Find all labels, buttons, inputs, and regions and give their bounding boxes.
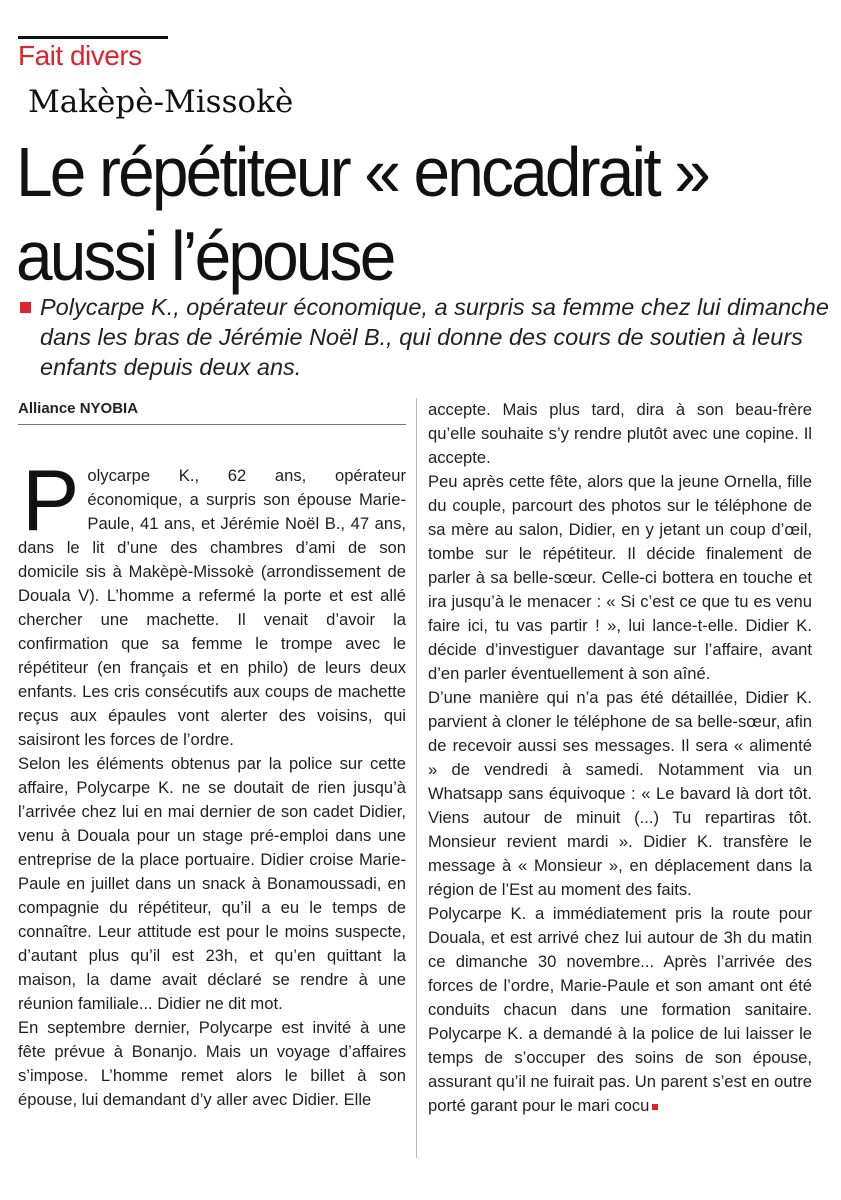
- column-divider: [416, 398, 417, 1158]
- article-paragraph: D’une manière qui n’a pas été détaillée, Didier K. parvient à cloner le téléphone de sa belle-sœur, afin de recevoir aussi ses messages. Il sera « alimenté » de vendredi à samedi. Notamment via un Whatsapp sans équivoque : « Le bavard là dort tôt. Viens autour de minuit (...) Tu repartiras tôt. Monsieur revient mardi ». Didier K. transfère le message à « Monsieur », en déplacement dans la région de l’Est au moment des faits.: [428, 688, 812, 899]
- byline: Alliance NYOBIA: [18, 400, 139, 417]
- article-paragraph: [428, 902, 812, 1118]
- end-of-article-icon: [652, 1104, 658, 1110]
- rubric-rule: [18, 36, 168, 39]
- article-paragraph-text: Polycarpe K. a immédiatement pris la route pour Douala, et est arrivé chez lui autour de 3h du matin ce dimanche 30 novembre... Après l’arrivée des forces de l’ordre, Marie-Paule et son amant ont été conduits chacun dans une formation sanitaire. Polycarpe K. a demandé à la police de lui laisser le temps de s’occuper des soins de son épouse, assurant qu’il ne fuirait pas. Un parent s’est en outre porté garant pour le mari cocu: [428, 904, 812, 1115]
- article-paragraph: En septembre dernier, Polycarpe est invité à une fête prévue à Bonanjo. Mais un voyage d’affaires s’impose. L’homme remet alors le billet à son épouse, lui demandant d’y aller avec Didier. Elle: [18, 1018, 406, 1109]
- article-column-right: [428, 398, 812, 1118]
- drop-cap: P: [22, 453, 80, 549]
- article-column-left: [18, 453, 406, 1112]
- article-paragraph: [18, 453, 406, 752]
- article-paragraph: Selon les éléments obtenus par la police sur cette affaire, Polycarpe K. ne se doutait de rien jusqu’à l’arrivée chez lui en mai dernier de son cadet Didier, venu à Douala pour un stage pré-emploi dans une entreprise de la place portuaire. Didier croise Marie-Paule en juillet dans un snack à Bonamoussadi, en compagnie du répétiteur, qu’il a eu le temps de connaître. Leur attitude est pour le moins suspecte, d’autant plus qu’il est 23h, et qu’en quittant la maison, la dame avait déclaré se rendre à une réunion familiale... Didier ne dit mot.: [18, 754, 406, 1013]
- lede: Polycarpe K., opérateur économique, a surpris sa femme chez lui dimanche dans les bras de Jérémie Noël B., qui donne des cours de soutien à leurs enfants depuis deux ans.: [40, 294, 829, 380]
- location-kicker: Makèpè-Missokè: [28, 84, 294, 120]
- section-rubric: Fait divers: [18, 40, 142, 71]
- byline-divider: [18, 424, 406, 425]
- article-paragraph: Peu après cette fête, alors que la jeune Ornella, fille du couple, parcourt des photos sur le téléphone de sa mère au salon, Didier, en y jetant un coup d’œil, tombe sur le répétiteur. Il décide finalement de parler à sa belle-sœur. Celle-ci bottera en touche et ira jusqu’à le menacer : « Si c’est ce que tu es venu faire ici, tu vas partir ! », lui lance-t-elle. Didier K. décide d’investiguer davantage sur l’affaire, avant d’en parler éventuellement à son aîné.: [428, 472, 812, 683]
- article-paragraph-text: olycarpe K., 62 ans, opérateur économique, a surpris son épouse Marie-Paule, 41 ans, et Jérémie Noël B., 47 ans, dans le lit d’une des chambres d’ami de son domicile sis à Makèpè-Missokè (arrondissement de Douala V). L’homme a refermé la porte et est allé chercher une machette. Il venait d’avoir la confirmation que sa femme le trompe avec le répétiteur (en français et en philo) de leurs deux enfants. Les cris consécutifs aux coups de machette reçus aux épaules vont alerter des voisins, qui saisiront les forces de l’ordre.: [18, 466, 406, 749]
- article-paragraph: accepte. Mais plus tard, dira à son beau-frère qu’elle souhaite s’y rendre plutôt avec une copine. Il accepte.: [428, 400, 812, 467]
- lede-bullet-icon: [20, 302, 31, 313]
- headline: Le répétiteur « encadrait » aussi l’épouse: [16, 133, 709, 295]
